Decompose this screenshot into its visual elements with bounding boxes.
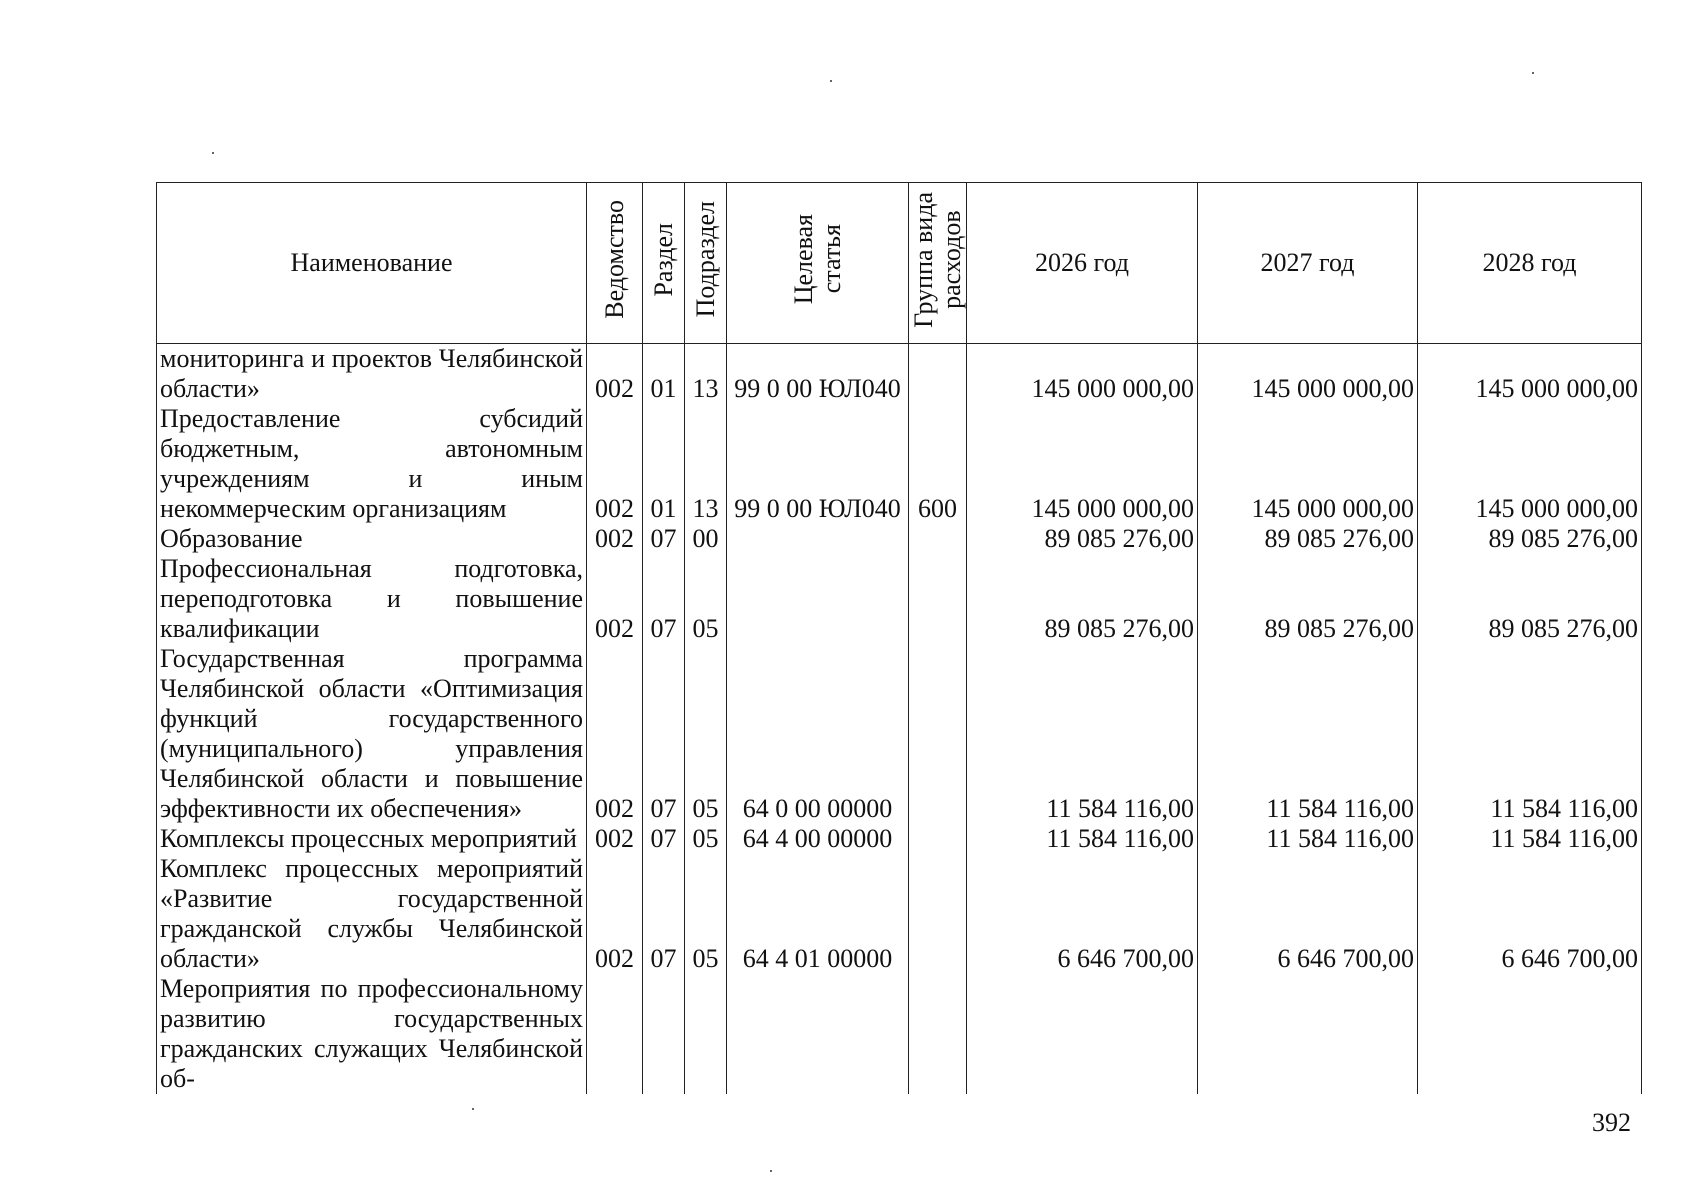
row-2028 [1418, 974, 1642, 1094]
table-row [157, 554, 1642, 644]
row-target: 99 0 00 ЮЛ040 [727, 344, 909, 405]
row-target [727, 974, 909, 1094]
row-2027: 89 085 276,00 [1198, 524, 1418, 554]
row-group [909, 554, 967, 644]
row-name: Профессиональная подготовка, переподготовка и повышение квалификации [157, 554, 587, 644]
row-subsection: 05 [685, 824, 727, 854]
row-2027: 145 000 000,00 [1198, 404, 1418, 524]
row-name: Комплекс процессных мероприятий «Развитие государственной гражданской службы Челябинской области» [157, 854, 587, 974]
header-2028: 2028 год [1418, 183, 1642, 344]
row-section: 01 [643, 344, 685, 405]
row-subsection: 00 [685, 524, 727, 554]
row-2028: 89 085 276,00 [1418, 524, 1642, 554]
row-2026 [967, 974, 1198, 1094]
row-subsection: 13 [685, 404, 727, 524]
row-2026: 89 085 276,00 [967, 524, 1198, 554]
row-group: 600 [909, 404, 967, 524]
row-ministry: 002 [587, 644, 643, 824]
row-2028: 145 000 000,00 [1418, 404, 1642, 524]
row-2027: 11 584 116,00 [1198, 644, 1418, 824]
scan-speck [1532, 72, 1534, 74]
row-name: Мероприятия по профессиональному развитию государственных гражданских служащих Челябинской об- [157, 974, 587, 1094]
row-2028: 145 000 000,00 [1418, 344, 1642, 405]
table-row [157, 524, 1642, 554]
table-header-row [157, 183, 1642, 344]
row-2028: 11 584 116,00 [1418, 824, 1642, 854]
row-ministry: 002 [587, 554, 643, 644]
row-2027 [1198, 974, 1418, 1094]
row-2026: 11 584 116,00 [967, 824, 1198, 854]
row-subsection: 05 [685, 854, 727, 974]
scan-speck [770, 1170, 772, 1172]
header-name: Наименование [157, 183, 587, 344]
row-subsection: 05 [685, 554, 727, 644]
row-section: 07 [643, 854, 685, 974]
row-2027: 11 584 116,00 [1198, 824, 1418, 854]
row-subsection: 13 [685, 344, 727, 405]
row-name: Предоставление субсидий бюджетным, автономным учреждениям и иным некоммерческим организациям [157, 404, 587, 524]
row-section [643, 974, 685, 1094]
row-ministry: 002 [587, 524, 643, 554]
row-target [727, 524, 909, 554]
row-group [909, 974, 967, 1094]
row-name: Комплексы процессных мероприятий [157, 824, 587, 854]
header-expense-group: Группа вида расходов [909, 183, 967, 344]
row-2026: 89 085 276,00 [967, 554, 1198, 644]
row-subsection: 05 [685, 644, 727, 824]
row-target: 99 0 00 ЮЛ040 [727, 404, 909, 524]
row-group [909, 644, 967, 824]
row-ministry: 002 [587, 404, 643, 524]
row-section: 07 [643, 554, 685, 644]
table-row [157, 824, 1642, 854]
row-2026: 145 000 000,00 [967, 404, 1198, 524]
scan-speck [830, 80, 832, 82]
row-section: 07 [643, 524, 685, 554]
header-section: Раздел [643, 183, 685, 344]
row-group [909, 344, 967, 405]
row-2026: 145 000 000,00 [967, 344, 1198, 405]
row-section: 01 [643, 404, 685, 524]
row-section: 07 [643, 824, 685, 854]
row-target: 64 4 01 00000 [727, 854, 909, 974]
scan-speck [212, 152, 214, 154]
row-ministry: 002 [587, 344, 643, 405]
header-subsection: Подраздел [685, 183, 727, 344]
header-2027: 2027 год [1198, 183, 1418, 344]
row-target [727, 554, 909, 644]
row-subsection [685, 974, 727, 1094]
table-row [157, 344, 1642, 405]
row-target: 64 0 00 00000 [727, 644, 909, 824]
row-name: мониторинга и проектов Челябинской области» [157, 344, 587, 405]
row-2027: 6 646 700,00 [1198, 854, 1418, 974]
row-2026: 11 584 116,00 [967, 644, 1198, 824]
row-section: 07 [643, 644, 685, 824]
table-row [157, 644, 1642, 824]
row-2027: 145 000 000,00 [1198, 344, 1418, 405]
row-2027: 89 085 276,00 [1198, 554, 1418, 644]
scan-speck [472, 1108, 474, 1110]
table-row [157, 974, 1642, 1094]
row-group [909, 854, 967, 974]
budget-table [156, 182, 1642, 1094]
row-2028: 89 085 276,00 [1418, 554, 1642, 644]
row-group [909, 824, 967, 854]
row-ministry: 002 [587, 854, 643, 974]
row-ministry [587, 974, 643, 1094]
row-name: Образование [157, 524, 587, 554]
row-group [909, 524, 967, 554]
page-number: 392 [1592, 1108, 1631, 1137]
row-name: Государственная программа Челябинской области «Оптимизация функций государственного (муниципального) управления Челябинской области и повышение эффективности их обеспечения» [157, 644, 587, 824]
header-2026: 2026 год [967, 183, 1198, 344]
table-row [157, 404, 1642, 524]
header-ministry: Ведомство [587, 183, 643, 344]
row-2028: 6 646 700,00 [1418, 854, 1642, 974]
row-ministry: 002 [587, 824, 643, 854]
row-target: 64 4 00 00000 [727, 824, 909, 854]
row-2028: 11 584 116,00 [1418, 644, 1642, 824]
header-target: Целевая статья [727, 183, 909, 344]
table-row [157, 854, 1642, 974]
row-2026: 6 646 700,00 [967, 854, 1198, 974]
